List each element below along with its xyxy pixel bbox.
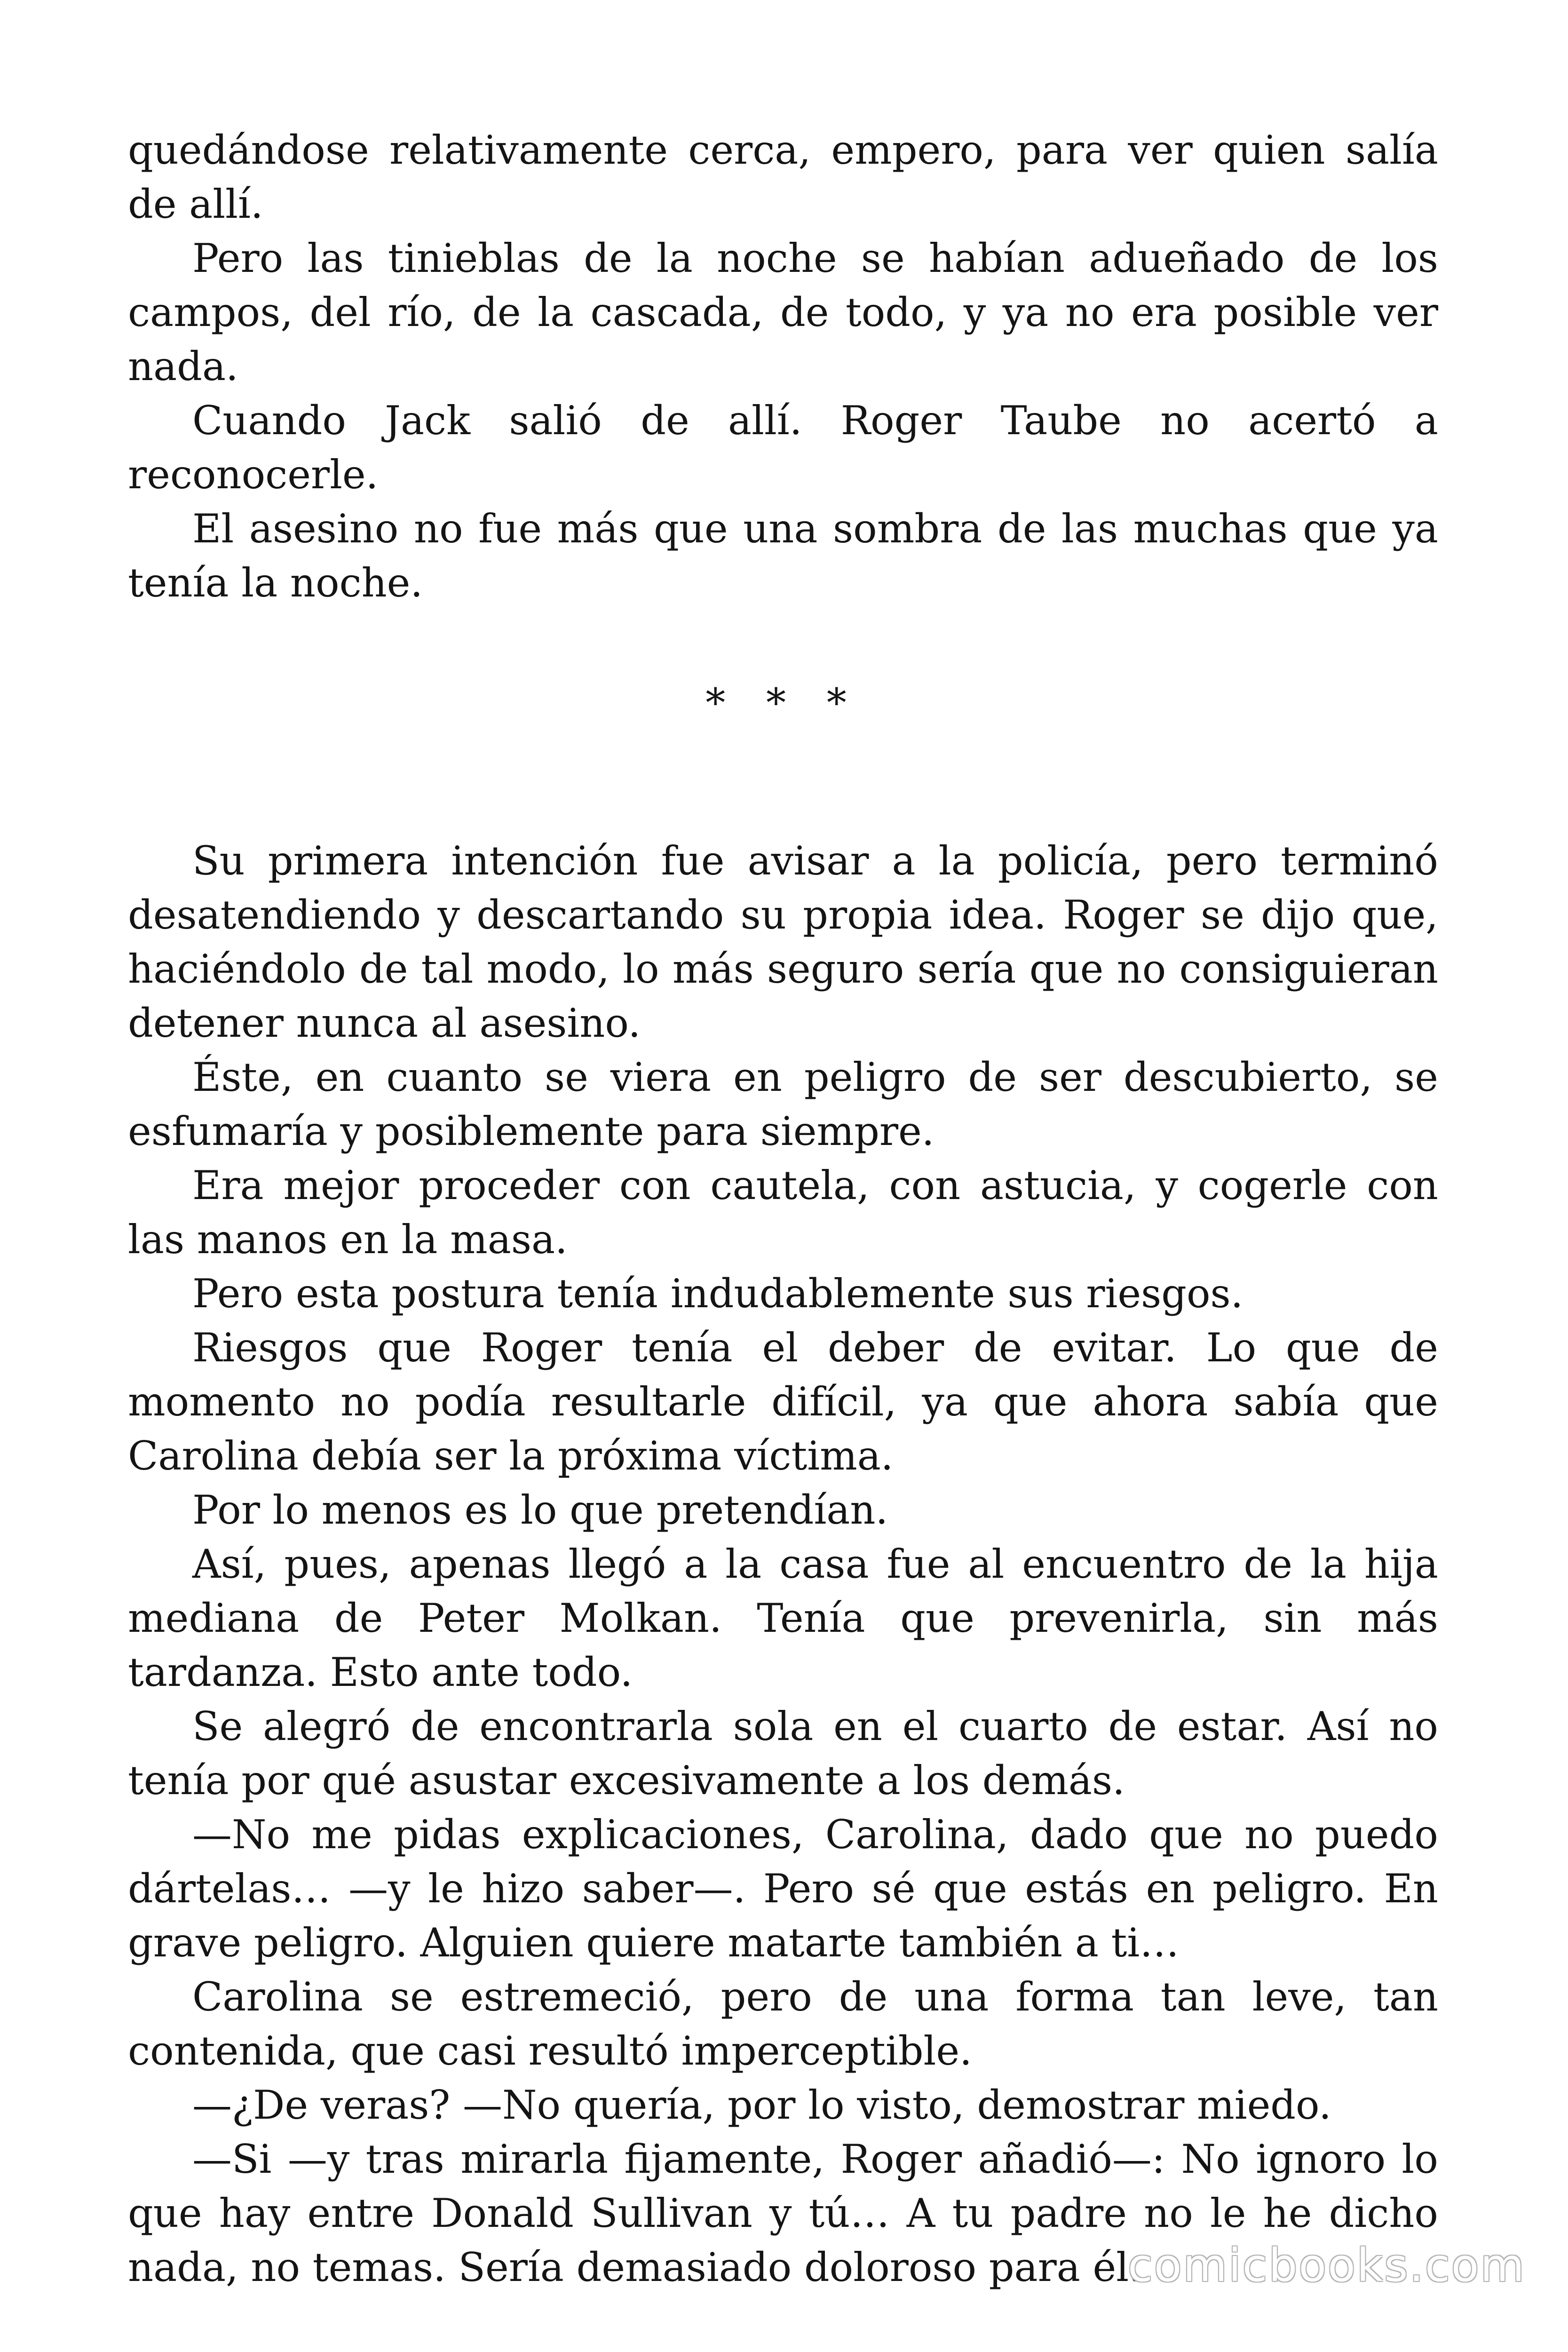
paragraph: Éste, en cuanto se viera en peligro de ser descubierto, se esfumaría y posiblemente para siempre. xyxy=(128,1054,1438,1154)
paragraph: El asesino no fue más que una sombra de las muchas que ya tenía la noche. xyxy=(128,506,1438,606)
watermark-logo: comicbooks.com xyxy=(1127,2239,1526,2292)
book-page xyxy=(128,123,1438,2295)
paragraph: —No me pidas explicaciones, Carolina, dado que no puedo dártelas… —y le hizo saber—. Pero sé que estás en peligro. En grave peligro. Alguien quiere matarte también a ti… xyxy=(128,1812,1438,1966)
paragraph: Era mejor proceder con cautela, con astucia, y cogerle con las manos en la masa. xyxy=(128,1162,1438,1263)
paragraph: Así, pues, apenas llegó a la casa fue al encuentro de la hija mediana de Peter Molkan. Tenía que prevenirla, sin más tardanza. Esto ante todo. xyxy=(128,1541,1438,1695)
paragraph: quedándose relativamente cerca, empero, para ver quien salía de allí. xyxy=(128,127,1438,227)
paragraph: Por lo menos es lo que pretendían. xyxy=(192,1487,888,1533)
paragraph: Cuando Jack salió de allí. Roger Taube no acertó a reconocerle. xyxy=(128,397,1438,498)
paragraph: Se alegró de encontrarla sola en el cuarto de estar. Así no tenía por qué asustar excesivamente a los demás. xyxy=(128,1703,1438,1804)
section-separator: * * * xyxy=(705,680,861,726)
paragraph: —Si —y tras mirarla fijamente, Roger añadió—: No ignoro lo que hay entre Donald Sullivan y tú… A tu padre no le he dicho nada, no temas. Sería demasiado doloroso para él. xyxy=(128,2136,1438,2290)
paragraph: Pero las tinieblas de la noche se habían adueñado de los campos, del río, de la cascada, de todo, y ya no era posible ver nada. xyxy=(128,235,1438,389)
paragraph: Pero esta postura tenía indudablemente sus riesgos. xyxy=(192,1271,1243,1317)
paragraph: —¿De veras? —No quería, por lo visto, demostrar miedo. xyxy=(192,2082,1331,2128)
paragraph: Riesgos que Roger tenía el deber de evitar. Lo que de momento no podía resultarle difícil, ya que ahora sabía que Carolina debía ser la próxima víctima. xyxy=(128,1325,1438,1479)
paragraph: Su primera intención fue avisar a la policía, pero terminó desatendiendo y descartando su propia idea. Roger se dijo que, haciéndolo de tal modo, lo más seguro sería que no consiguieran detener nunca al asesino. xyxy=(128,838,1438,1046)
paragraph: Carolina se estremeció, pero de una forma tan leve, tan contenida, que casi resultó imperceptible. xyxy=(128,1974,1438,2074)
